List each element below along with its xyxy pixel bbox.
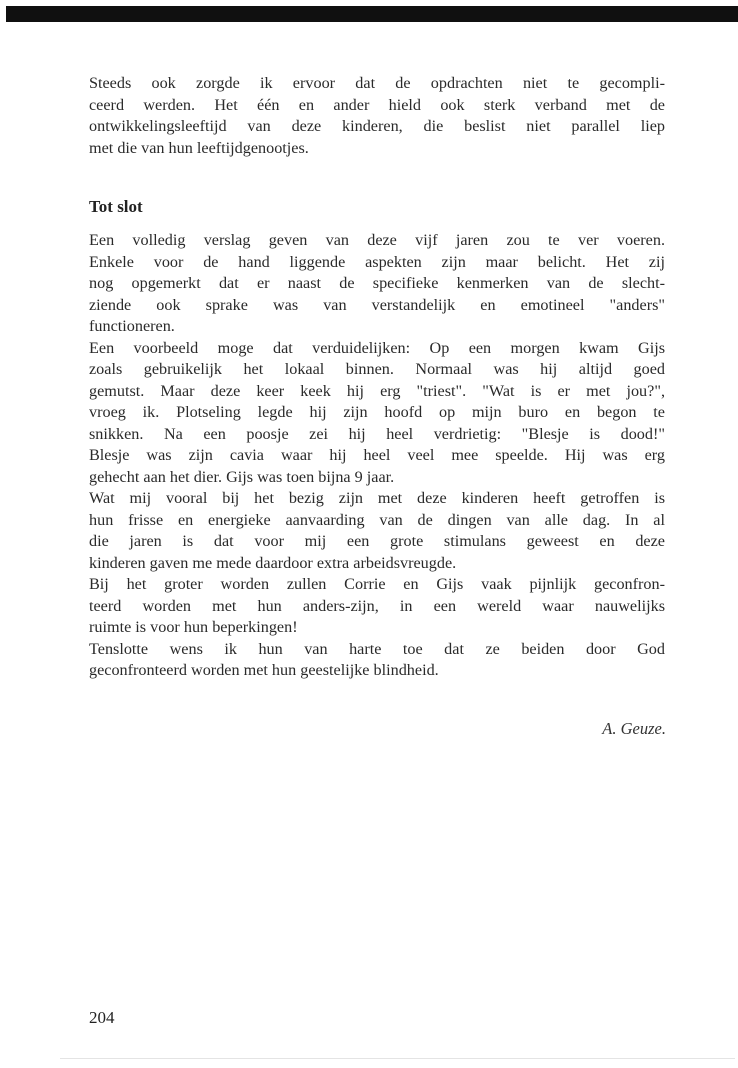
text-line: ruimte is voor hun beperkingen!	[89, 618, 298, 636]
text-line: ontwikkelingsleeftijd van deze kinderen, die beslist niet parallel liep	[89, 117, 665, 135]
text-line: hun frisse en energieke aanvaarding van de dingen van alle dag. In al	[89, 510, 665, 529]
bottom-faint-rule	[60, 1058, 735, 1059]
text-line: geconfronteerd worden met hun geestelijke blindheid.	[89, 661, 439, 679]
text-line: vroeg ik. Plotseling legde hij zijn hoofd op mijn buro en begon te	[89, 403, 665, 421]
text-line: Een volledig verslag geven van deze vijf jaren zou te ver voeren.	[89, 231, 665, 249]
text-line: met die van hun leeftijdgenootjes.	[89, 138, 309, 157]
text-line: teerd worden met hun anders-zijn, in een wereld waar nauwelijks	[89, 596, 665, 615]
section-heading: Tot slot	[89, 197, 143, 216]
text-line: Tenslotte wens ik hun van harte toe dat ze beiden door God	[89, 639, 665, 658]
text-line: ceerd werden. Het één en ander hield ook sterk verband met de	[89, 95, 665, 114]
author-signature: A. Geuze.	[602, 719, 666, 738]
text-line: nog opgemerkt dat er naast de specifieke kenmerken van de slecht-	[89, 274, 665, 292]
intro-paragraph	[89, 73, 665, 159]
text-line: Bij het groter worden zullen Corrie en Gijs vaak pijnlijk geconfron-	[89, 575, 665, 593]
text-line: kinderen gaven me mede daardoor extra arbeidsvreugde.	[89, 553, 457, 572]
text-line: Blesje was zijn cavia waar hij heel veel mee speelde. Hij was erg	[89, 446, 665, 464]
text-line: snikken. Na een poosje zei hij heel verdrietig: "Blesje is dood!"	[89, 424, 665, 443]
text-line: die jaren is dat voor mij een grote stimulans geweest en deze	[89, 532, 665, 550]
text-line: functioneren.	[89, 317, 175, 335]
text-line: Wat mij vooral bij het bezig zijn met deze kinderen heeft getroffen is	[89, 489, 665, 507]
text-line: Een voorbeeld moge dat verduidelijken: Op een morgen kwam Gijs	[89, 338, 665, 357]
section-body	[89, 230, 665, 682]
text-line: ziende ook sprake was van verstandelijk en emotineel "anders"	[89, 295, 665, 314]
page-number: 204	[89, 1008, 115, 1027]
text-line: gemutst. Maar deze keer keek hij erg "triest". "Wat is er met jou?",	[89, 381, 665, 400]
text-line: Steeds ook zorgde ik ervoor dat de opdrachten niet te gecompli-	[89, 74, 665, 92]
text-line: zoals gebruikelijk het lokaal binnen. Normaal was hij altijd goed	[89, 360, 665, 378]
top-border-bar	[6, 6, 738, 22]
text-line: gehecht aan het dier. Gijs was toen bijna 9 jaar.	[89, 467, 395, 486]
text-line: Enkele voor de hand liggende aspekten zijn maar belicht. Het zij	[89, 252, 665, 271]
